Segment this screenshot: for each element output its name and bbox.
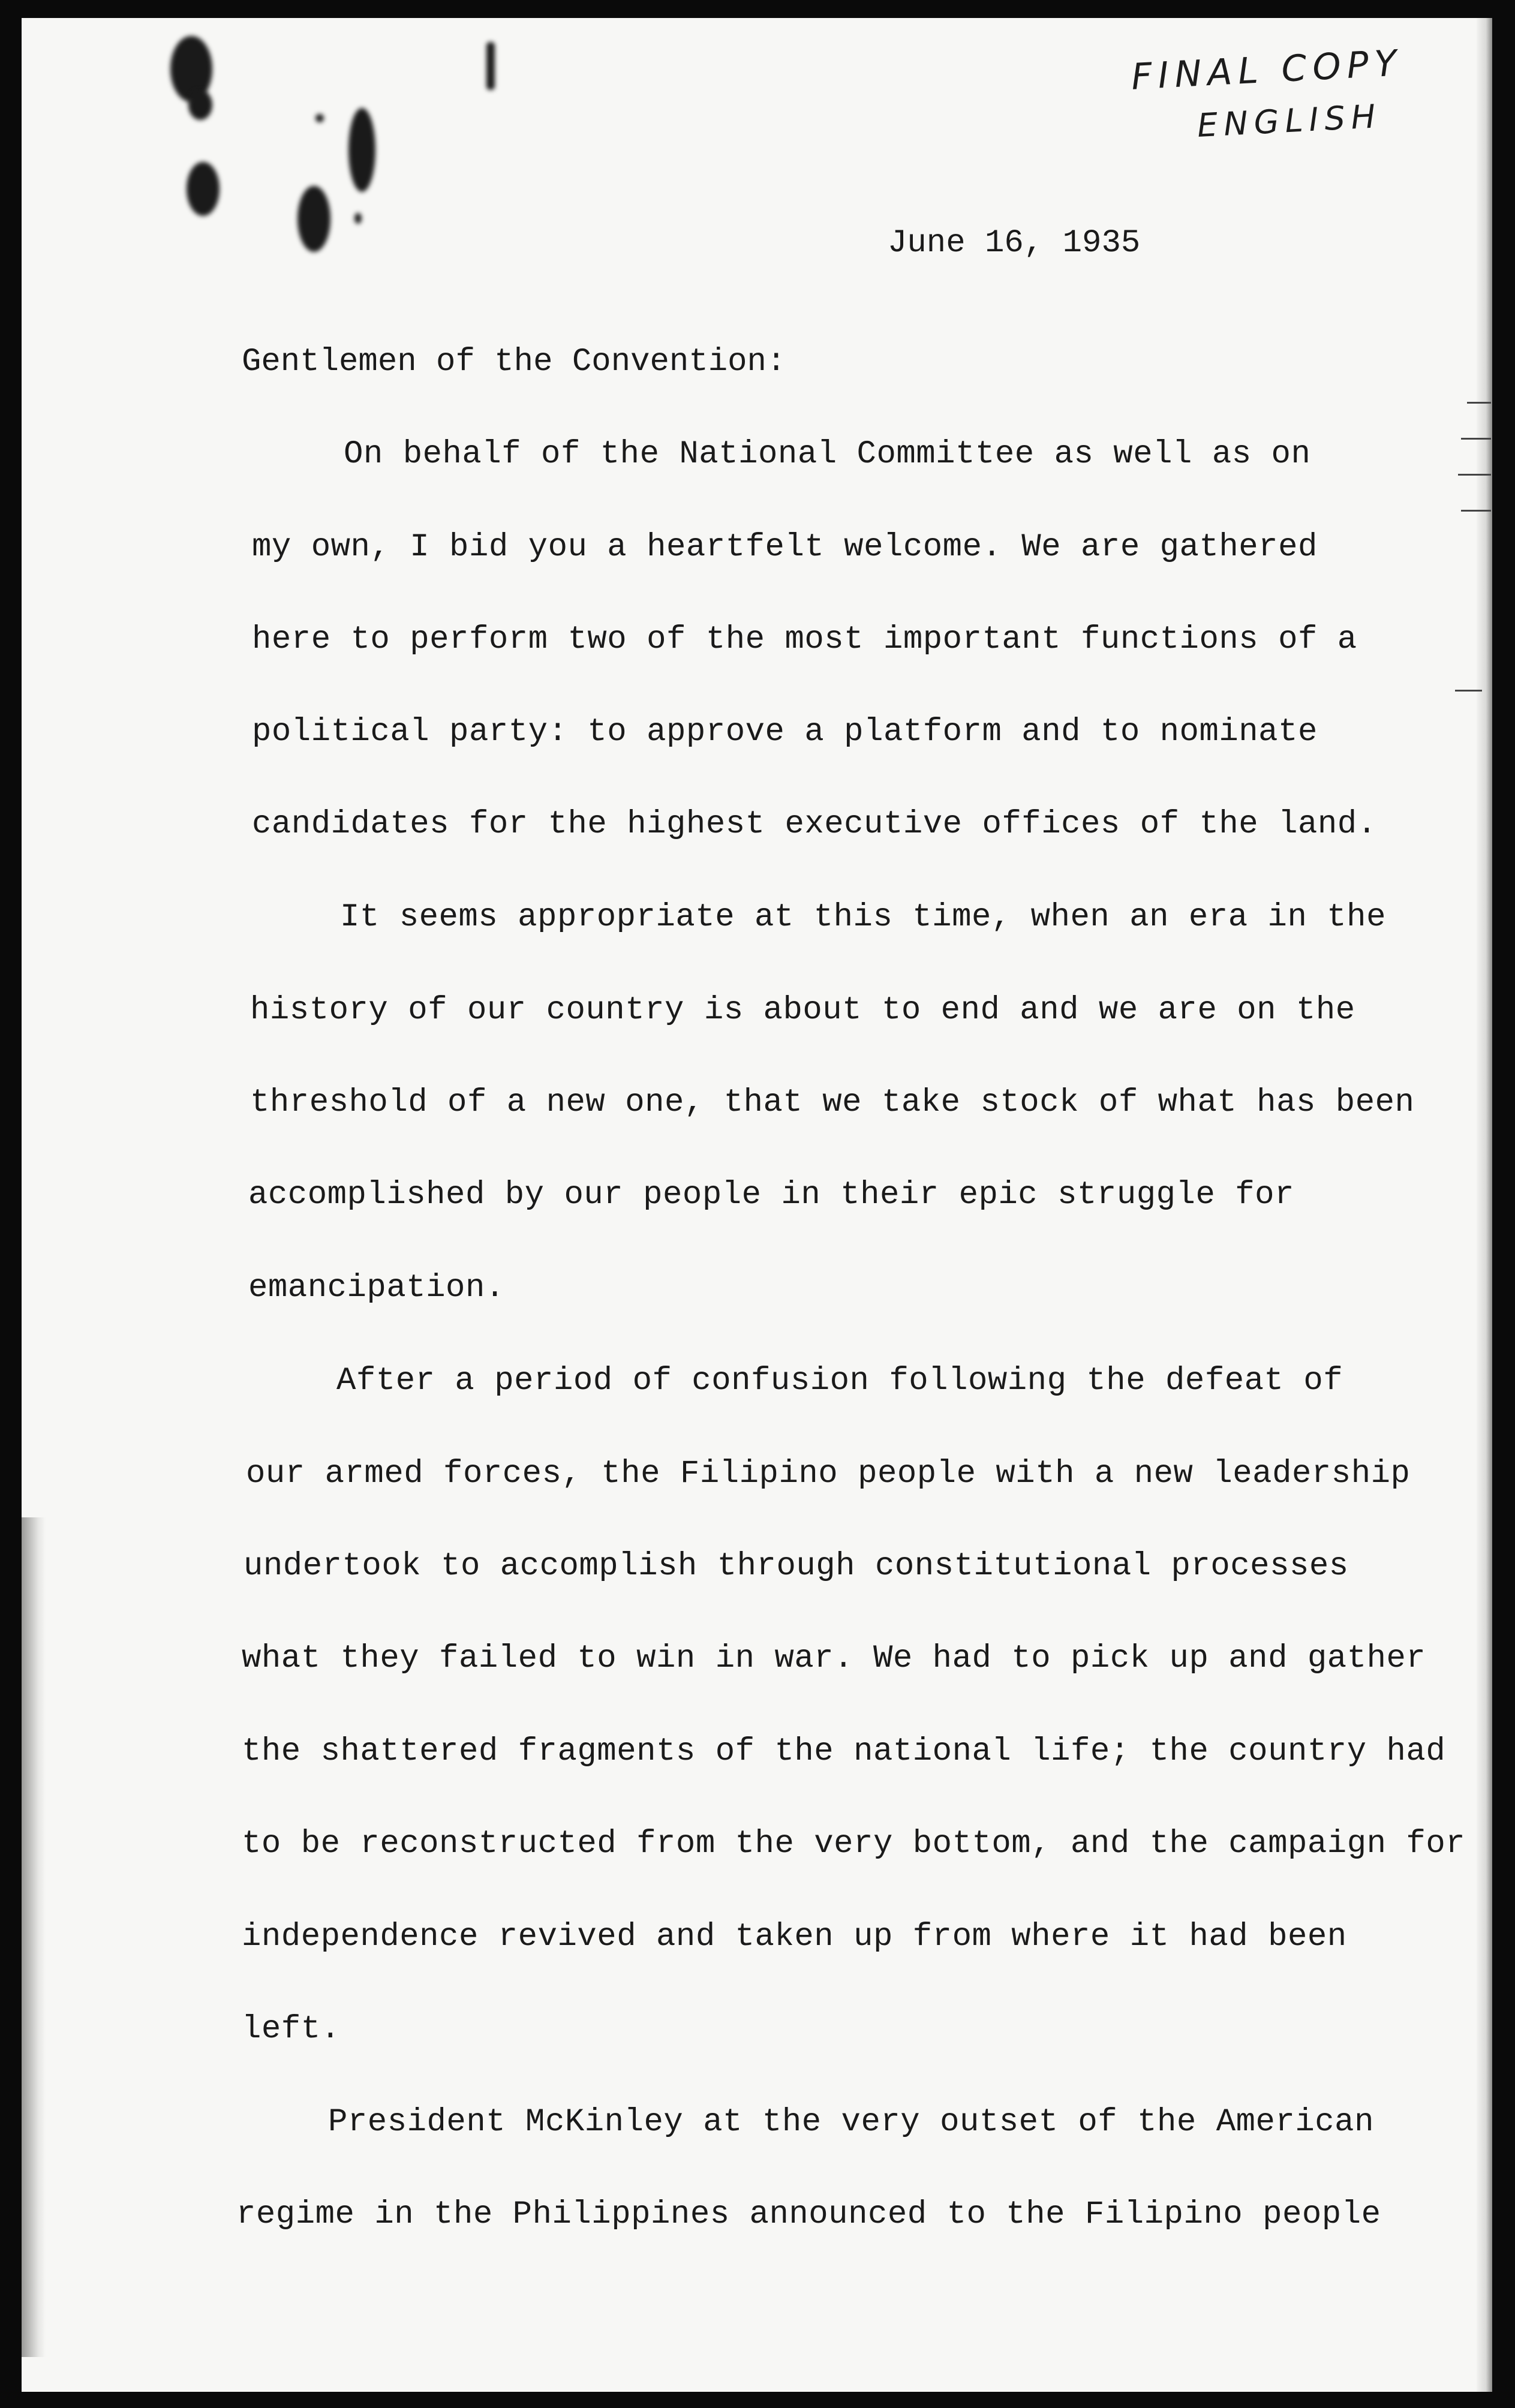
ink-blot [348, 108, 375, 192]
body-line: regime in the Philippines announced to the Filipino people [236, 2196, 1381, 2233]
body-line: emancipation. [248, 1270, 505, 1306]
body-line: President McKinley at the very outset of the American [328, 2104, 1374, 2141]
margin-mark [1461, 510, 1491, 512]
body-line: my own, I bid you a heartfelt welcome. We are gathered [252, 529, 1318, 566]
body-line: our armed forces, the Filipino people with a new leadership [246, 1456, 1411, 1492]
body-line: After a period of confusion following the defeat of [336, 1363, 1343, 1399]
ink-speck [315, 114, 324, 122]
body-line: undertook to accomplish through constitutional processes [244, 1548, 1349, 1585]
body-line: candidates for the highest executive offices of the land. [252, 806, 1377, 843]
ink-speck [354, 213, 362, 224]
page-edge-shadow [1477, 18, 1492, 2392]
body-line: history of our country is about to end and we are on the [250, 992, 1355, 1029]
body-line: to be reconstructed from the very bottom, and the campaign for [242, 1826, 1466, 1862]
body-line: left. [242, 2011, 341, 2048]
margin-mark [1455, 690, 1482, 692]
handwritten-annotation-final-copy: FINAL COPY [1130, 42, 1404, 98]
body-line: what they failed to win in war. We had to pick up and gather [242, 1640, 1426, 1677]
ink-blot [187, 162, 220, 216]
ink-blot [486, 42, 495, 90]
letter-date: June 16, 1935 [888, 225, 1141, 261]
page-left-edge-shadow [22, 1517, 46, 2357]
margin-mark [1461, 438, 1491, 440]
body-line: political party: to approve a platform and to nominate [252, 714, 1318, 750]
ink-blot [297, 186, 330, 252]
ink-blot [188, 90, 212, 120]
body-line: threshold of a new one, that we take stock of what has been [250, 1084, 1415, 1121]
body-line: the shattered fragments of the national life; the country had [242, 1733, 1446, 1770]
body-line: accomplished by our people in their epic struggle for [248, 1177, 1294, 1213]
margin-mark [1467, 402, 1491, 404]
document-page [22, 18, 1492, 2392]
body-line: On behalf of the National Committee as well as on [344, 436, 1311, 473]
margin-mark [1458, 474, 1491, 476]
letter-salutation: Gentlemen of the Convention: [242, 344, 786, 380]
body-line: independence revived and taken up from where it had been [242, 1919, 1347, 1955]
body-line: here to perform two of the most important functions of a [252, 621, 1357, 658]
handwritten-annotation-english: ENGLISH [1196, 97, 1382, 145]
body-line: It seems appropriate at this time, when an era in the [340, 899, 1386, 936]
